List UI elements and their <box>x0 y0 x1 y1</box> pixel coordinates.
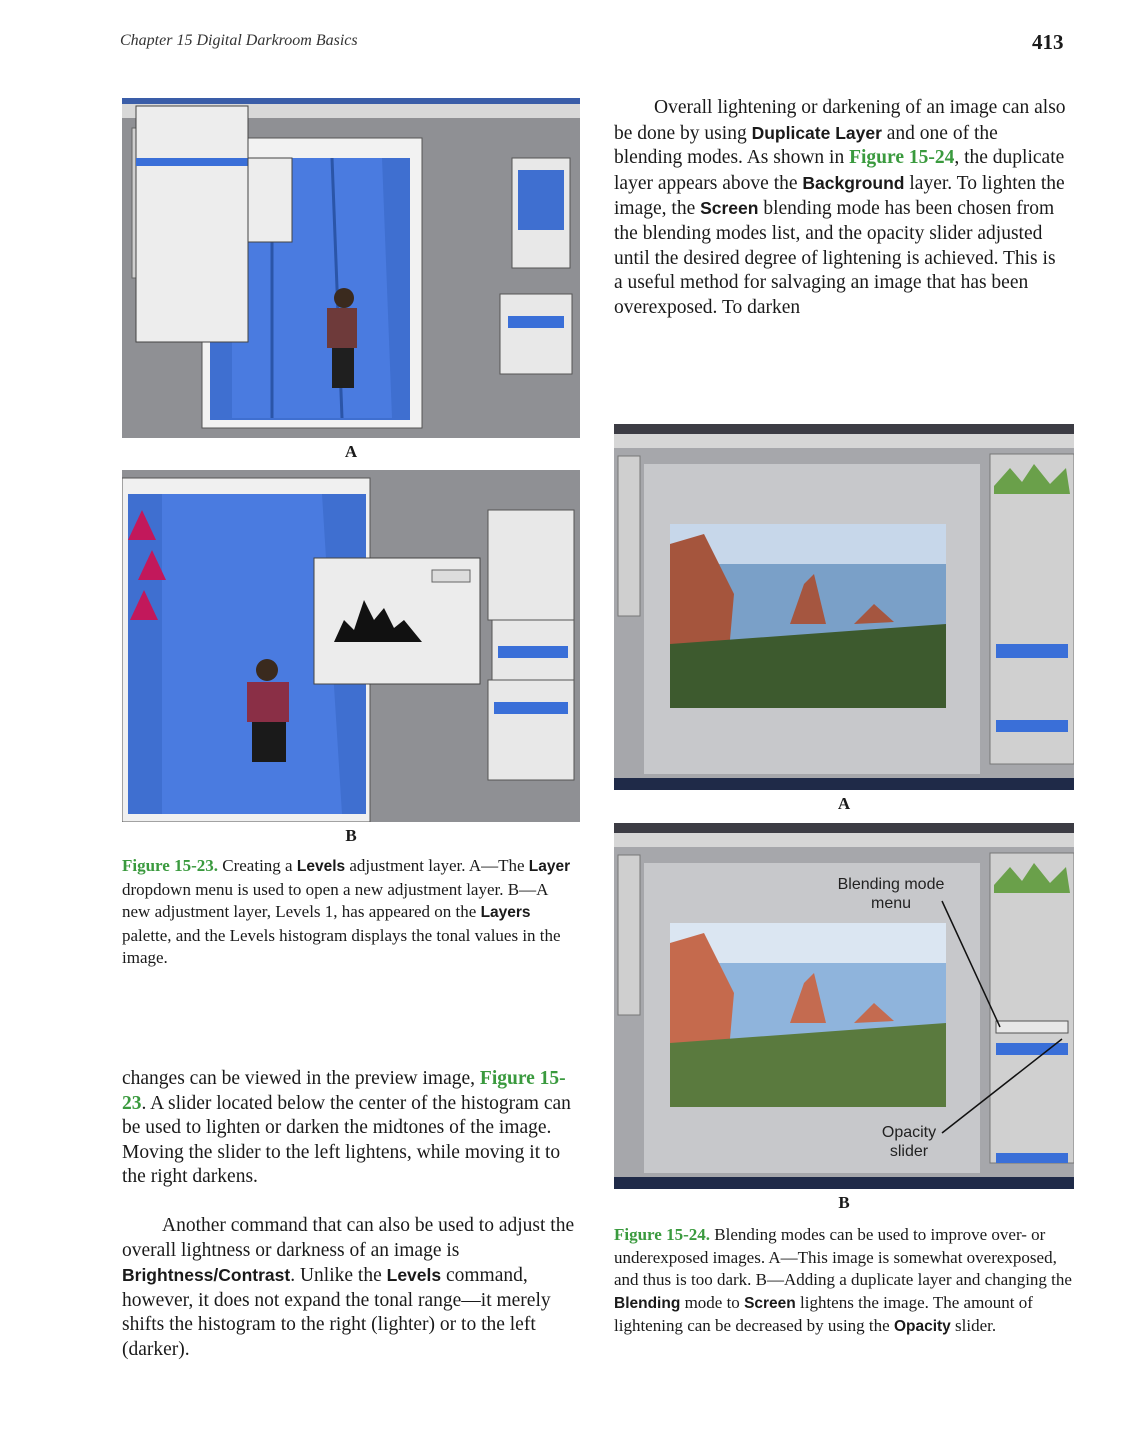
figure-15-24-b-screenshot <box>614 823 1074 1189</box>
term-screen: Screen <box>700 198 759 219</box>
figure-15-23-number: Figure 15-23. <box>122 856 219 875</box>
body-paragraph-brightness-contrast: Another command that can also be used to adjust the overall lightness or darkness of an image is Brightness/Contrast. Unlike the Levels command, however, it does not expand the tonal range—it merely shifts the histogram to the right (lighter) or to the left (darker). <box>122 1215 575 1360</box>
figure-15-24-number: Figure 15-24. <box>614 1225 711 1244</box>
term-duplicate-layer: Duplicate Layer <box>751 122 882 143</box>
figure-15-24-label-b: B <box>838 1193 850 1212</box>
photoshop-levels-dialog-illustration <box>122 470 580 822</box>
running-header-chapter: Chapter 15 Digital Darkroom Basics <box>120 32 358 49</box>
figure-15-24-label-a: A <box>837 794 851 813</box>
figure-15-23-label-b: B <box>345 826 357 845</box>
callout-blending-mode-menu: Blending mode menu <box>837 876 945 912</box>
term-levels: Levels <box>386 1265 442 1286</box>
figure-ref-15-23[interactable]: Figure 15-23 <box>122 1068 566 1114</box>
page-number: 413 <box>1032 30 1064 54</box>
figure-15-23-a-screenshot <box>122 98 580 438</box>
term-brightness-contrast: Brightness/Contrast <box>122 1265 291 1286</box>
figure-15-23-caption: Figure 15-23. Creating a Levels adjustment layer. A—The Layer dropdown menu is used to open a new adjustment layer. B—A new adjustment layer, Levels 1, has appeared on the Layers palette, and the Levels histogram displays the tonal values in the image. <box>122 856 571 967</box>
body-paragraph-preview: changes can be viewed in the preview image, Figure 15-23. A slider located below the center of the histogram can be used to lighten or darken the midtones of the image. Moving the slider to the left lightens, while moving it to the right darkens. <box>122 1068 571 1188</box>
figure-15-23-label-a: A <box>344 442 358 461</box>
body-paragraph-duplicate-layer: Overall lightening or darkening of an image can also be done by using Duplicate Layer and one of the blending modes. As shown in Figure 15-24, the duplicate layer appears above the Background layer. To lighten the image, the Screen blending mode has been chosen from the blending modes list, and the opacity slider adjusted until the desired degree of lightening is achieved. This is a useful method for salvaging an image that has been overexposed. To darken <box>614 97 1066 318</box>
figure-15-24-a-screenshot <box>614 424 1074 790</box>
photoshop-layer-menu-illustration <box>122 98 580 438</box>
figure-15-24-caption: Figure 15-24. Blending modes can be used to improve over- or underexposed images. A—This image is somewhat overexposed, and thus is too dark. B—Adding a duplicate layer and changing the Blending mode to Screen lightens the image. The amount of lightening can be decreased by using the Opacity slider. <box>614 1225 1072 1335</box>
photoshop-overexposed-illustration <box>614 424 1074 790</box>
callout-opacity-slider: Opacity slider <box>881 1124 937 1160</box>
term-background: Background <box>802 172 905 193</box>
figure-15-23-b-screenshot <box>122 470 580 822</box>
figure-ref-15-24[interactable]: Figure 15-24 <box>849 147 955 169</box>
